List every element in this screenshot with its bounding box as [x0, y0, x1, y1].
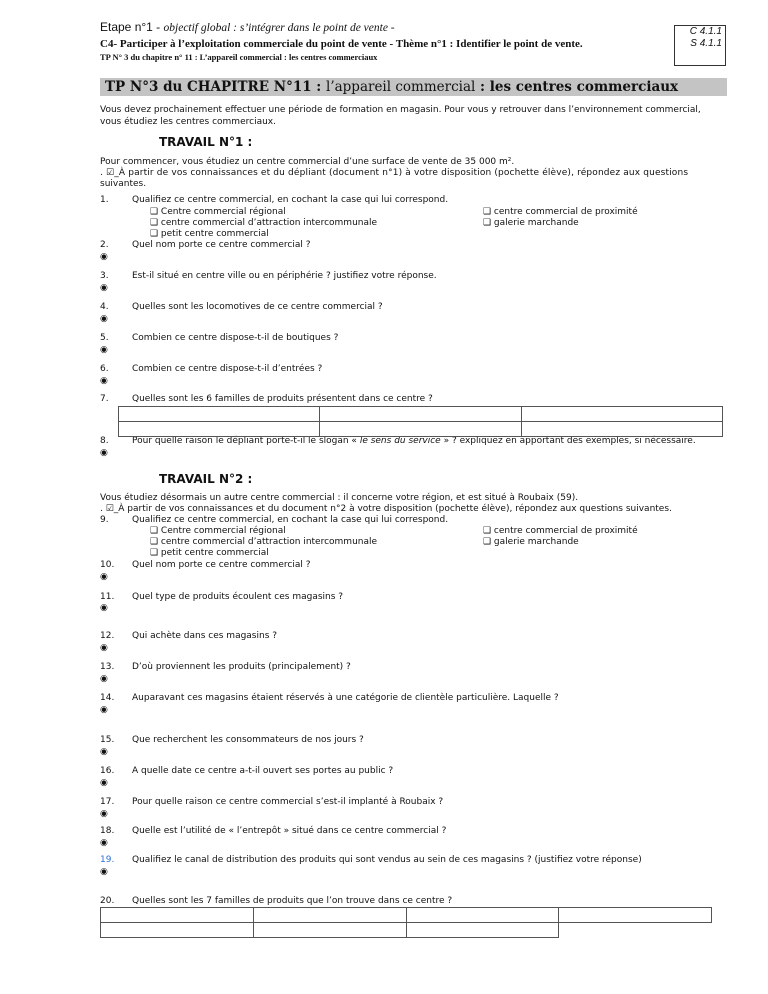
answer-table-q7: [118, 406, 723, 437]
answer-cell[interactable]: [406, 908, 559, 923]
question-text: Pour quelle raison ce centre commercial s’est-il implanté à Roubaix ?: [132, 797, 444, 807]
checkbox-option[interactable]: ❑ centre commercial de proximité: [483, 526, 638, 536]
question-number: 10.: [100, 560, 115, 570]
answer-cell[interactable]: [521, 407, 722, 422]
header-etape: [100, 22, 395, 34]
question-text: Qui achète dans ces magasins ?: [132, 631, 278, 641]
title-part2: l’appareil commercial: [326, 79, 476, 95]
answer-table-q20: [100, 907, 712, 938]
answer-bullet-icon[interactable]: ◉: [100, 705, 108, 715]
question-text: Quelles sont les 6 familles de produits présentent dans ce centre ?: [132, 394, 433, 404]
answer-bullet-icon[interactable]: ◉: [100, 252, 108, 262]
question-number: 6.: [100, 364, 109, 374]
question-number: 3.: [100, 271, 109, 281]
question-text: Auparavant ces magasins étaient réservés à une catégorie de clientèle particulière. Laquelle ?: [132, 693, 559, 703]
checkbox-option[interactable]: ❑ petit centre commercial: [150, 229, 269, 239]
answer-bullet-icon[interactable]: ◉: [100, 867, 108, 877]
question-text: Qualifiez ce centre commercial, en cochant la case qui lui correspond.: [132, 515, 449, 525]
answer-cell[interactable]: [406, 923, 559, 938]
answer-bullet-icon[interactable]: ◉: [100, 448, 108, 458]
question-text: Qualifiez ce centre commercial, en cochant la case qui lui correspond.: [132, 195, 449, 205]
question-text: Quel type de produits écoulent ces magasins ?: [132, 592, 344, 602]
question-number: 9.: [100, 515, 109, 525]
intro-line: vous étudiez les centres commerciaux.: [100, 117, 276, 127]
question-number: 17.: [100, 797, 115, 807]
answer-bullet-icon[interactable]: ◉: [100, 838, 108, 848]
checkbox-option[interactable]: ❑ Centre commercial régional: [150, 526, 286, 536]
answer-bullet-icon[interactable]: ◉: [100, 674, 108, 684]
answer-cell[interactable]: [559, 908, 712, 923]
objectif-label: objectif global : s’intégrer dans le point de vente -: [163, 22, 395, 34]
question-number: 16.: [100, 766, 115, 776]
question-number: 2.: [100, 240, 109, 250]
slogan-text: le sens du service: [359, 436, 441, 446]
answer-bullet-icon[interactable]: ◉: [100, 376, 108, 386]
checkbox-option[interactable]: ❑ centre commercial d’attraction intercommunale: [150, 537, 378, 547]
page-title: [100, 78, 727, 96]
question-text: Quel nom porte ce centre commercial ?: [132, 560, 311, 570]
travail2-heading: TRAVAIL N°2 :: [159, 472, 253, 486]
answer-cell[interactable]: [521, 422, 722, 437]
answer-cell[interactable]: [320, 407, 521, 422]
question-text: Quelle est l’utilité de « l’entrepôt » situé dans ce centre commercial ?: [132, 826, 447, 836]
question-text: Quelles sont les locomotives de ce centre commercial ?: [132, 302, 383, 312]
answer-cell[interactable]: [119, 407, 320, 422]
question-number: 18.: [100, 826, 115, 836]
travail2-line: Vous étudiez désormais un autre centre commercial : il concerne votre région, et est situé à Roubaix (59).: [100, 493, 579, 503]
question-number: 12.: [100, 631, 115, 641]
travail1-line: suivantes.: [100, 179, 147, 189]
answer-bullet-icon[interactable]: ◉: [100, 345, 108, 355]
question-text: Est-il situé en centre ville ou en périphérie ? justifiez votre réponse.: [132, 271, 437, 281]
question-text: Quel nom porte ce centre commercial ?: [132, 240, 311, 250]
travail1-line: . ☑_À partir de vos connaissances et du dépliant (document n°1) à votre disposition (pochette élève), répondez aux questions: [100, 168, 689, 178]
question-number: 4.: [100, 302, 109, 312]
checkbox-option[interactable]: ❑ galerie marchande: [483, 537, 579, 547]
question-number: 15.: [100, 735, 115, 745]
question-number: 14.: [100, 693, 115, 703]
header-competence: C4- Participer à l’exploitation commerciale du point de vente - Thème n°1 : Identifier le point de vente.: [100, 38, 583, 50]
reference-codes-box: [674, 25, 726, 66]
question-text: Combien ce centre dispose-t-il d’entrées ?: [132, 364, 323, 374]
checkbox-option[interactable]: ❑ galerie marchande: [483, 218, 579, 228]
question-number: 13.: [100, 662, 115, 672]
question-text: Qualifiez le canal de distribution des produits qui sont vendus au sein de ces magasins ? (justifiez votre réponse): [132, 855, 642, 865]
question-text: A quelle date ce centre a-t-il ouvert ses portes au public ?: [132, 766, 394, 776]
answer-cell[interactable]: [119, 422, 320, 437]
answer-bullet-icon[interactable]: ◉: [100, 778, 108, 788]
travail1-heading: TRAVAIL N°1 :: [159, 135, 253, 149]
answer-bullet-icon[interactable]: ◉: [100, 603, 108, 613]
answer-bullet-icon[interactable]: ◉: [100, 747, 108, 757]
header-tp: TP N° 3 du chapitre n° 11 : L’appareil commercial : les centres commerciaux: [100, 52, 378, 62]
question-text: Que recherchent les consommateurs de nos jours ?: [132, 735, 364, 745]
question-number: 11.: [100, 592, 115, 602]
answer-bullet-icon[interactable]: ◉: [100, 283, 108, 293]
answer-cell[interactable]: [101, 908, 254, 923]
question-text-part: Pour quelle raison le dépliant porte-t-il le slogan «: [132, 436, 360, 446]
answer-bullet-icon[interactable]: ◉: [100, 572, 108, 582]
question-number: 5.: [100, 333, 109, 343]
checkbox-option[interactable]: ❑ Centre commercial régional: [150, 207, 286, 217]
checkbox-option[interactable]: ❑ petit centre commercial: [150, 548, 269, 558]
code-c: C 4.1.1: [689, 26, 722, 37]
question-text-part: » ? expliquez en apportant des exemples, si nécessaire.: [440, 436, 696, 446]
question-text: D’où proviennent les produits (principalement) ?: [132, 662, 351, 672]
travail1-line: Pour commencer, vous étudiez un centre commercial d’une surface de vente de 35 000 m².: [100, 157, 515, 167]
intro-line: Vous devez prochainement effectuer une période de formation en magasin. Pour vous y retrouver dans l’environnement commercial,: [100, 105, 701, 115]
answer-cell[interactable]: [253, 923, 406, 938]
question-text: Combien ce centre dispose-t-il de boutiques ?: [132, 333, 339, 343]
code-s: S 4.1.1: [690, 38, 722, 49]
answer-bullet-icon[interactable]: ◉: [100, 809, 108, 819]
question-text: [132, 436, 696, 447]
title-part3: : les centres commerciaux: [475, 79, 679, 95]
empty-cell: [559, 923, 712, 938]
travail2-line: . ☑_À partir de vos connaissances et du document n°2 à votre disposition (pochette élève), répondez aux questions suivantes.: [100, 504, 672, 514]
question-number: 7.: [100, 394, 109, 404]
question-text: Quelles sont les 7 familles de produits que l’on trouve dans ce centre ?: [132, 896, 453, 906]
title-part1: TP N°3 du CHAPITRE N°11 :: [105, 79, 326, 95]
answer-cell[interactable]: [320, 422, 521, 437]
etape-label: Etape n°1 -: [100, 20, 164, 34]
checkbox-option[interactable]: ❑ centre commercial de proximité: [483, 207, 638, 217]
question-number: 19.: [100, 855, 115, 865]
question-number: 20.: [100, 896, 115, 906]
question-number: 1.: [100, 195, 109, 205]
answer-cell[interactable]: [101, 923, 254, 938]
question-number: 8.: [100, 436, 109, 446]
answer-bullet-icon[interactable]: ◉: [100, 643, 108, 653]
answer-bullet-icon[interactable]: ◉: [100, 314, 108, 324]
answer-cell[interactable]: [253, 908, 406, 923]
checkbox-option[interactable]: ❑ centre commercial d’attraction intercommunale: [150, 218, 378, 228]
